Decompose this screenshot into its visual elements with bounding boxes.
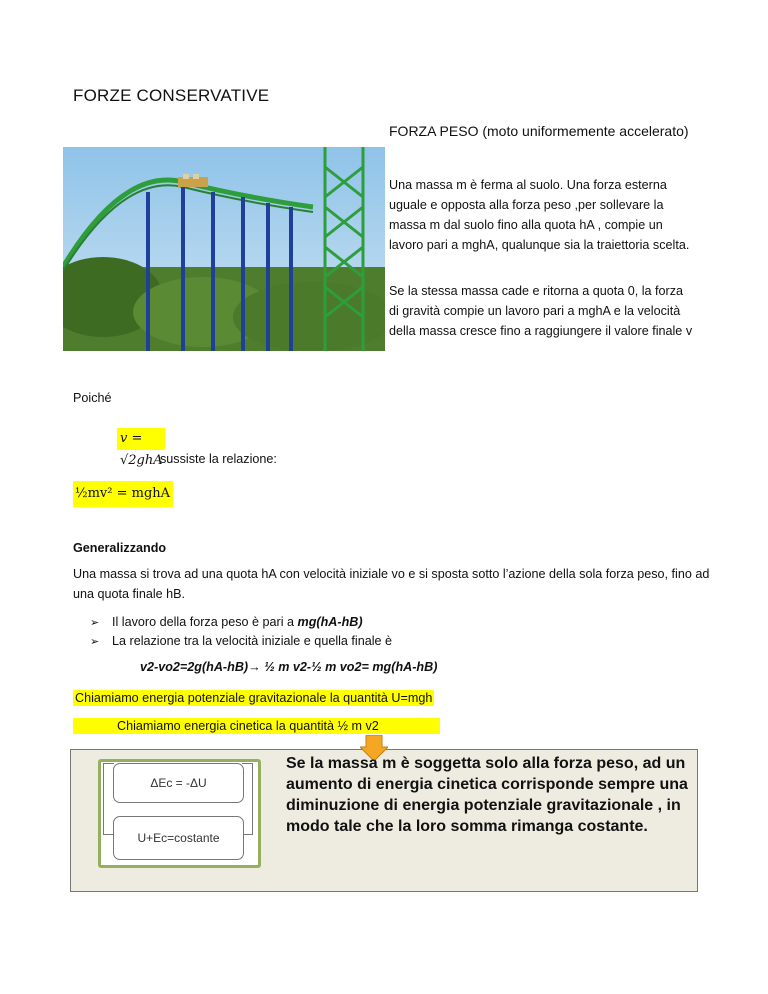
poiche-label: Poiché [73, 391, 112, 405]
section-heading: FORZA PESO (moto uniformemente accelerato) [389, 123, 689, 139]
velocity-formula: v = √2ghA [117, 428, 165, 450]
energy-formula: ½mv² = mghA [73, 481, 173, 507]
relation-label: sussiste la relazione: [160, 452, 277, 466]
page-title: FORZE CONSERVATIVE [73, 86, 270, 105]
paragraph-general: Una massa si trova ad una quota hA con velocità iniziale vo e si sposta sotto l’azione della sola forza peso, fino ad una quota finale hB. [73, 567, 710, 601]
bullet-work-text: Il lavoro della forza peso è pari a [112, 615, 298, 629]
diagram-box-energy-change: ΔEc = -ΔU [113, 763, 244, 803]
paragraph-falling: Se la stessa massa cade e ritorna a quota 0, la forza di gravità compie un lavoro pari a mghA e la velocità della massa cresce fino a raggiungere il valore finale v [389, 284, 693, 338]
bullet-velocity-text: La relazione tra la velocità iniziale e quella finale è [112, 634, 393, 648]
arrow-bullet-icon: ➢ [90, 636, 100, 648]
bullet-work [90, 615, 363, 629]
generalizzando-heading: Generalizzando [73, 541, 167, 555]
roller-coaster-photo [63, 147, 385, 351]
conclusion-text: Se la massa m è soggetta solo alla forza peso, ad un aumento di energia cinetica corrisponde sempre una diminuzione di energia potenziale gravitazionale , in modo tale che la loro somma rimanga costante. [286, 755, 688, 835]
diagram-box-energy-sum: U+Ec=costante [113, 816, 244, 860]
arrow-bullet-icon: ➢ [90, 617, 100, 629]
potential-energy-definition: Chiamiamo energia potenziale gravitazionale la quantità U=mgh [75, 691, 433, 705]
kinetic-energy-definition: Chiamiamo energia cinetica la quantità ½ m v2 [73, 718, 440, 734]
bullet-work-formula: mg(hA-hB) [297, 615, 363, 629]
velocity-equation: v2-vo2=2g(hA-hB)→ ½ m v2-½ m vo2= mg(hA-hB) [140, 660, 438, 674]
paragraph-lifting: Una massa m è ferma al suolo. Una forza esterna uguale e opposta alla forza peso ,per sollevare la massa m dal suolo fino alla quota hA , compie un lavoro pari a mghA, qualunque sia la traiettoria scelta. [389, 178, 690, 252]
bullet-velocity [90, 634, 392, 648]
